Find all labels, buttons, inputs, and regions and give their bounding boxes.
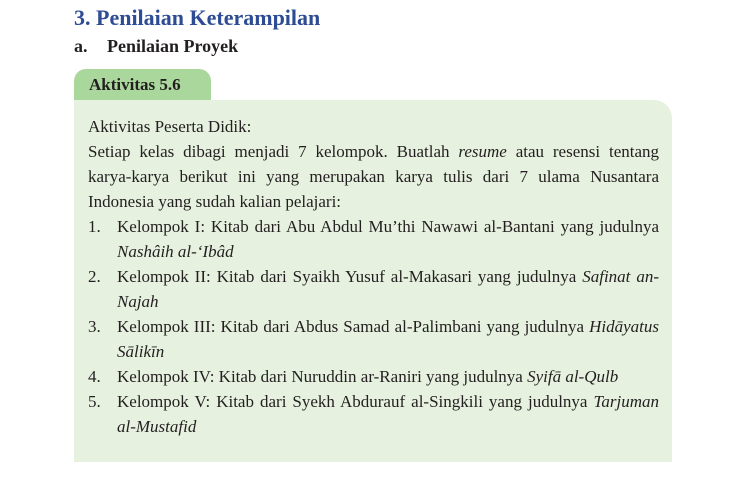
list-item-text: Kelompok II: Kitab dari Syaikh Yusuf al-Makasari yang judulnya xyxy=(117,267,583,286)
list-item-book-title: Hidāyatus Sālikīn xyxy=(117,317,659,361)
subsection-title: Penilaian Proyek xyxy=(107,36,239,56)
list-item-number: 3. xyxy=(88,317,101,336)
list-item-number: 1. xyxy=(88,217,101,236)
list-item-book-title: Tarjuman al-Mustafid xyxy=(117,392,659,436)
list-item xyxy=(88,364,659,389)
activity-intro: Aktivitas Peserta Didik: xyxy=(88,117,252,136)
list-item-book-title: Safinat an-Najah xyxy=(117,267,659,311)
activity-box xyxy=(74,100,672,462)
activity-content xyxy=(88,114,659,439)
activity-tab xyxy=(74,69,211,101)
list-item-book-title: Syifā al-Qulb xyxy=(527,367,619,386)
subsection-letter: a. xyxy=(74,36,88,56)
list-item xyxy=(88,264,659,314)
list-item xyxy=(88,389,659,439)
list-item xyxy=(88,214,659,264)
section-title: Penilaian Keterampilan xyxy=(96,5,321,30)
list-item-number: 5. xyxy=(88,392,101,411)
group-list xyxy=(88,214,659,439)
list-item-text: Kelompok V: Kitab dari Syekh Abdurauf al-Singkili yang judulnya xyxy=(117,392,594,411)
instruction-italic: resume xyxy=(458,142,507,161)
list-item-text: Kelompok I: Kitab dari Abu Abdul Mu’thi Nawawi al-Bantani yang judulnya xyxy=(117,217,659,236)
list-item-book-title: Nashâih al-‘Ibâd xyxy=(117,242,234,261)
section-heading xyxy=(74,5,320,31)
activity-instruction xyxy=(88,139,659,214)
activity-label: Aktivitas 5.6 xyxy=(89,75,181,94)
list-item xyxy=(88,314,659,364)
section-number: 3. xyxy=(74,5,91,30)
list-item-text: Kelompok III: Kitab dari Abdus Samad al-Palimbani yang judulnya xyxy=(117,317,590,336)
instruction-before: Setiap kelas dibagi menjadi 7 kelompok. Buatlah xyxy=(88,142,459,161)
subsection-heading xyxy=(74,36,238,57)
instruction-after: atau resensi tentang karya-karya berikut ini yang merupakan karya tulis dari 7 ulama Nusantara Indonesia yang sudah kalian pelajari: xyxy=(88,142,660,211)
list-item-text: Kelompok IV: Kitab dari Nuruddin ar-Raniri yang judulnya xyxy=(117,367,528,386)
list-item-number: 4. xyxy=(88,367,101,386)
list-item-number: 2. xyxy=(88,267,101,286)
